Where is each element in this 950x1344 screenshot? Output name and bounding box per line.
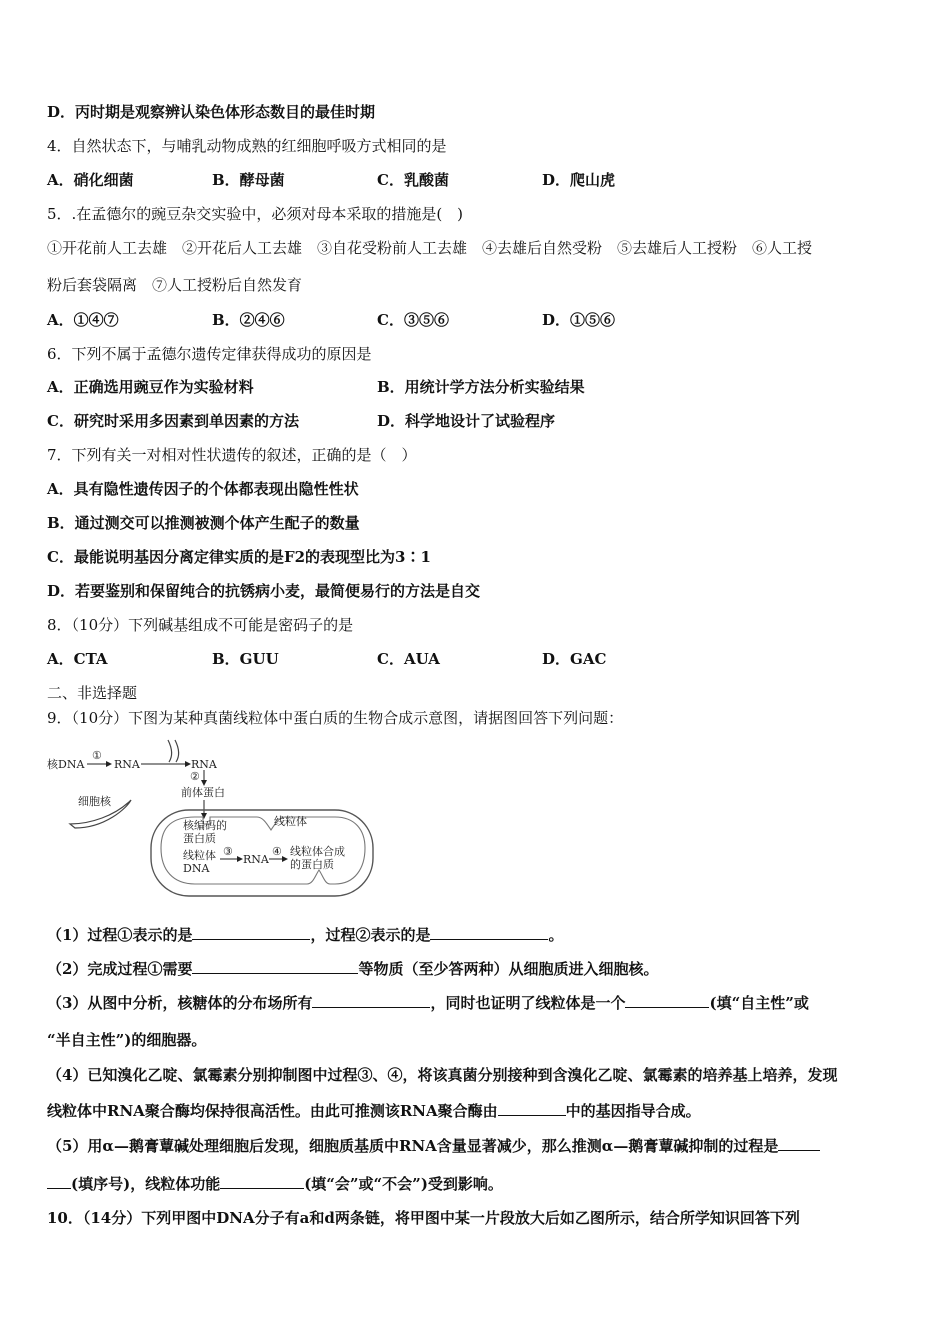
q8-option-b: B．GUU (212, 650, 279, 668)
q9-part4-line1: （4）已知溴化乙啶、氯霉素分别抑制图中过程③、④，将该真菌分别接种到含溴化乙啶、氯霉素的培养基上培养，发现 (47, 1066, 838, 1084)
mito-protein-line1: 线粒体合成 (290, 845, 345, 858)
q3-option-d: D．丙时期是观察辨认染色体形态数目的最佳时期 (47, 103, 376, 121)
mito-dna-line2: DNA (183, 862, 210, 875)
step4-label: ④ (272, 845, 282, 858)
q5-option-a: A．①④⑦ (47, 311, 119, 329)
q9-part1-text-c: 。 (548, 926, 564, 944)
q7-option-d: D．若要鉴别和保留纯合的抗锈病小麦，最简便易行的方法是自交 (47, 582, 481, 600)
q4-stem: 4．自然状态下，与哺乳动物成熟的红细胞呼吸方式相同的是 (47, 137, 447, 155)
q9-part3-text-c: (填“自主性”或 (709, 994, 809, 1012)
rna-label-2: RNA (191, 758, 217, 771)
q9-part2-text-a: （2）完成过程①需要 (47, 960, 193, 978)
nuclear-envelope-top (168, 740, 172, 762)
q7-option-b: B．通过测交可以推测被测个体产生配子的数量 (47, 514, 360, 532)
q9-part3-cont: “半自主性”)的细胞器。 (47, 1031, 207, 1049)
mitochondrion-label: 线粒体 (274, 815, 307, 828)
q8-stem: 8．（10分）下列碱基组成不可能是密码子的是 (47, 616, 354, 634)
q9-part4-text-b: 线粒体中RNA聚合酶均保持很高活性。由此可推测该RNA聚合酶由 (47, 1102, 498, 1120)
q9-part3-text-a: （3）从图中分析，核糖体的分布场所有 (47, 994, 313, 1012)
q6-option-d: D．科学地设计了试验程序 (377, 412, 556, 430)
q6-stem: 6．下列不属于孟德尔遗传定律获得成功的原因是 (47, 345, 372, 363)
q9-part1-text-b: ，过程②表示的是 (310, 926, 431, 944)
q9-part5-text-b: (填序号)，线粒体功能 (71, 1175, 221, 1193)
q9-part3-text-b: ，同时也证明了线粒体是一个 (430, 994, 626, 1012)
q9-part3-blank-2[interactable] (625, 993, 709, 1008)
q7-option-c: C．最能说明基因分离定律实质的是F2的表现型比为3∶1 (47, 548, 431, 566)
step3-label: ③ (223, 845, 233, 858)
nuclear-envelope-top-inner (175, 740, 179, 762)
q5-measures-line1: ①开花前人工去雄 ②开花后人工去雄 ③自花受粉前人工去雄 ④去雄后自然受粉 ⑤去雄后人工授粉 ⑥人工授 (47, 239, 813, 257)
nuclear-encoded-protein-line2: 蛋白质 (183, 832, 216, 845)
q6-option-b: B．用统计学方法分析实验结果 (377, 378, 585, 396)
q7-stem: 7．下列有关一对相对性状遗传的叙述，正确的是（ ） (47, 446, 417, 464)
q5-measures-line2: 粉后套袋隔离 ⑦人工授粉后自然发育 (47, 276, 303, 294)
q7-option-a: A．具有隐性遗传因子的个体都表现出隐性性状 (47, 480, 359, 498)
q9-part3-blank-1[interactable] (312, 993, 430, 1008)
q8-option-a: A．CTA (47, 650, 108, 668)
q9-part1 (47, 925, 563, 945)
q5-option-d: D．①⑤⑥ (542, 311, 616, 329)
q9-part2 (47, 959, 658, 979)
q9-part3 (47, 993, 809, 1013)
q9-part1-blank-2[interactable] (430, 925, 548, 940)
q9-part4-line2 (47, 1101, 701, 1121)
q9-part5-line1 (47, 1136, 820, 1156)
q10-stem: 10．（14分）下列甲图中DNA分子有a和d两条链，将甲图中某一片段放大后如乙图所示，结合所学知识回答下列 (47, 1209, 800, 1227)
nuclear-encoded-protein-line1: 核编码的 (183, 819, 227, 832)
q5-stem: 5．.在孟德尔的豌豆杂交实验中，必须对母本采取的措施是( ) (47, 205, 464, 223)
q4-option-d: D．爬山虎 (542, 171, 616, 189)
mito-protein-line2: 的蛋白质 (290, 858, 334, 871)
q4-option-c: C．乳酸菌 (377, 171, 449, 189)
precursor-protein-label: 前体蛋白 (181, 786, 225, 799)
q9-part4-text-c: 中的基因指导合成。 (565, 1102, 701, 1120)
q9-part5-blank-1a[interactable] (778, 1136, 820, 1151)
q6-option-c: C．研究时采用多因素到单因素的方法 (47, 412, 299, 430)
q6-option-a: A．正确选用豌豆作为实验材料 (47, 378, 254, 396)
step2-label: ② (190, 770, 200, 783)
q9-part5-line2 (47, 1174, 503, 1194)
mitochondria-protein-synthesis-diagram (45, 738, 375, 898)
nucleus-label: 细胞核 (78, 795, 111, 808)
rna-label-1: RNA (114, 758, 140, 771)
q9-part5-blank-2[interactable] (220, 1174, 304, 1189)
q8-option-d: D．GAC (542, 650, 607, 668)
q9-part1-text-a: （1）过程①表示的是 (47, 926, 193, 944)
section-heading: 二、非选择题 (47, 684, 138, 702)
q4-option-a: A．硝化细菌 (47, 171, 134, 189)
q9-part5-blank-1b[interactable] (47, 1174, 71, 1189)
q9-part2-text-b: 等物质（至少答两种）从细胞质进入细胞核。 (358, 960, 659, 978)
rna-label-3: RNA (243, 853, 269, 866)
q9-part5-text-a: （5）用α—鹅膏蕈碱处理细胞后发现，细胞质基质中RNA含量显著减少，那么推测α—鹅膏蕈碱抑制的过程是 (47, 1137, 779, 1155)
q9-part2-blank[interactable] (192, 959, 358, 974)
nuclear-dna-label: 核DNA (47, 758, 85, 771)
q9-part5-text-c: (填“会”或“不会”)受到影响。 (304, 1175, 503, 1193)
q9-part4-blank[interactable] (498, 1101, 566, 1116)
q9-stem: 9．（10分）下图为某种真菌线粒体中蛋白质的生物合成示意图，请据图回答下列问题： (47, 709, 624, 727)
mito-dna-line1: 线粒体 (183, 849, 216, 862)
q8-option-c: C．AUA (377, 650, 440, 668)
step1-label: ① (92, 749, 102, 762)
q4-option-b: B．酵母菌 (212, 171, 285, 189)
q5-option-c: C．③⑤⑥ (377, 311, 449, 329)
q9-part1-blank-1[interactable] (192, 925, 310, 940)
q5-option-b: B．②④⑥ (212, 311, 285, 329)
